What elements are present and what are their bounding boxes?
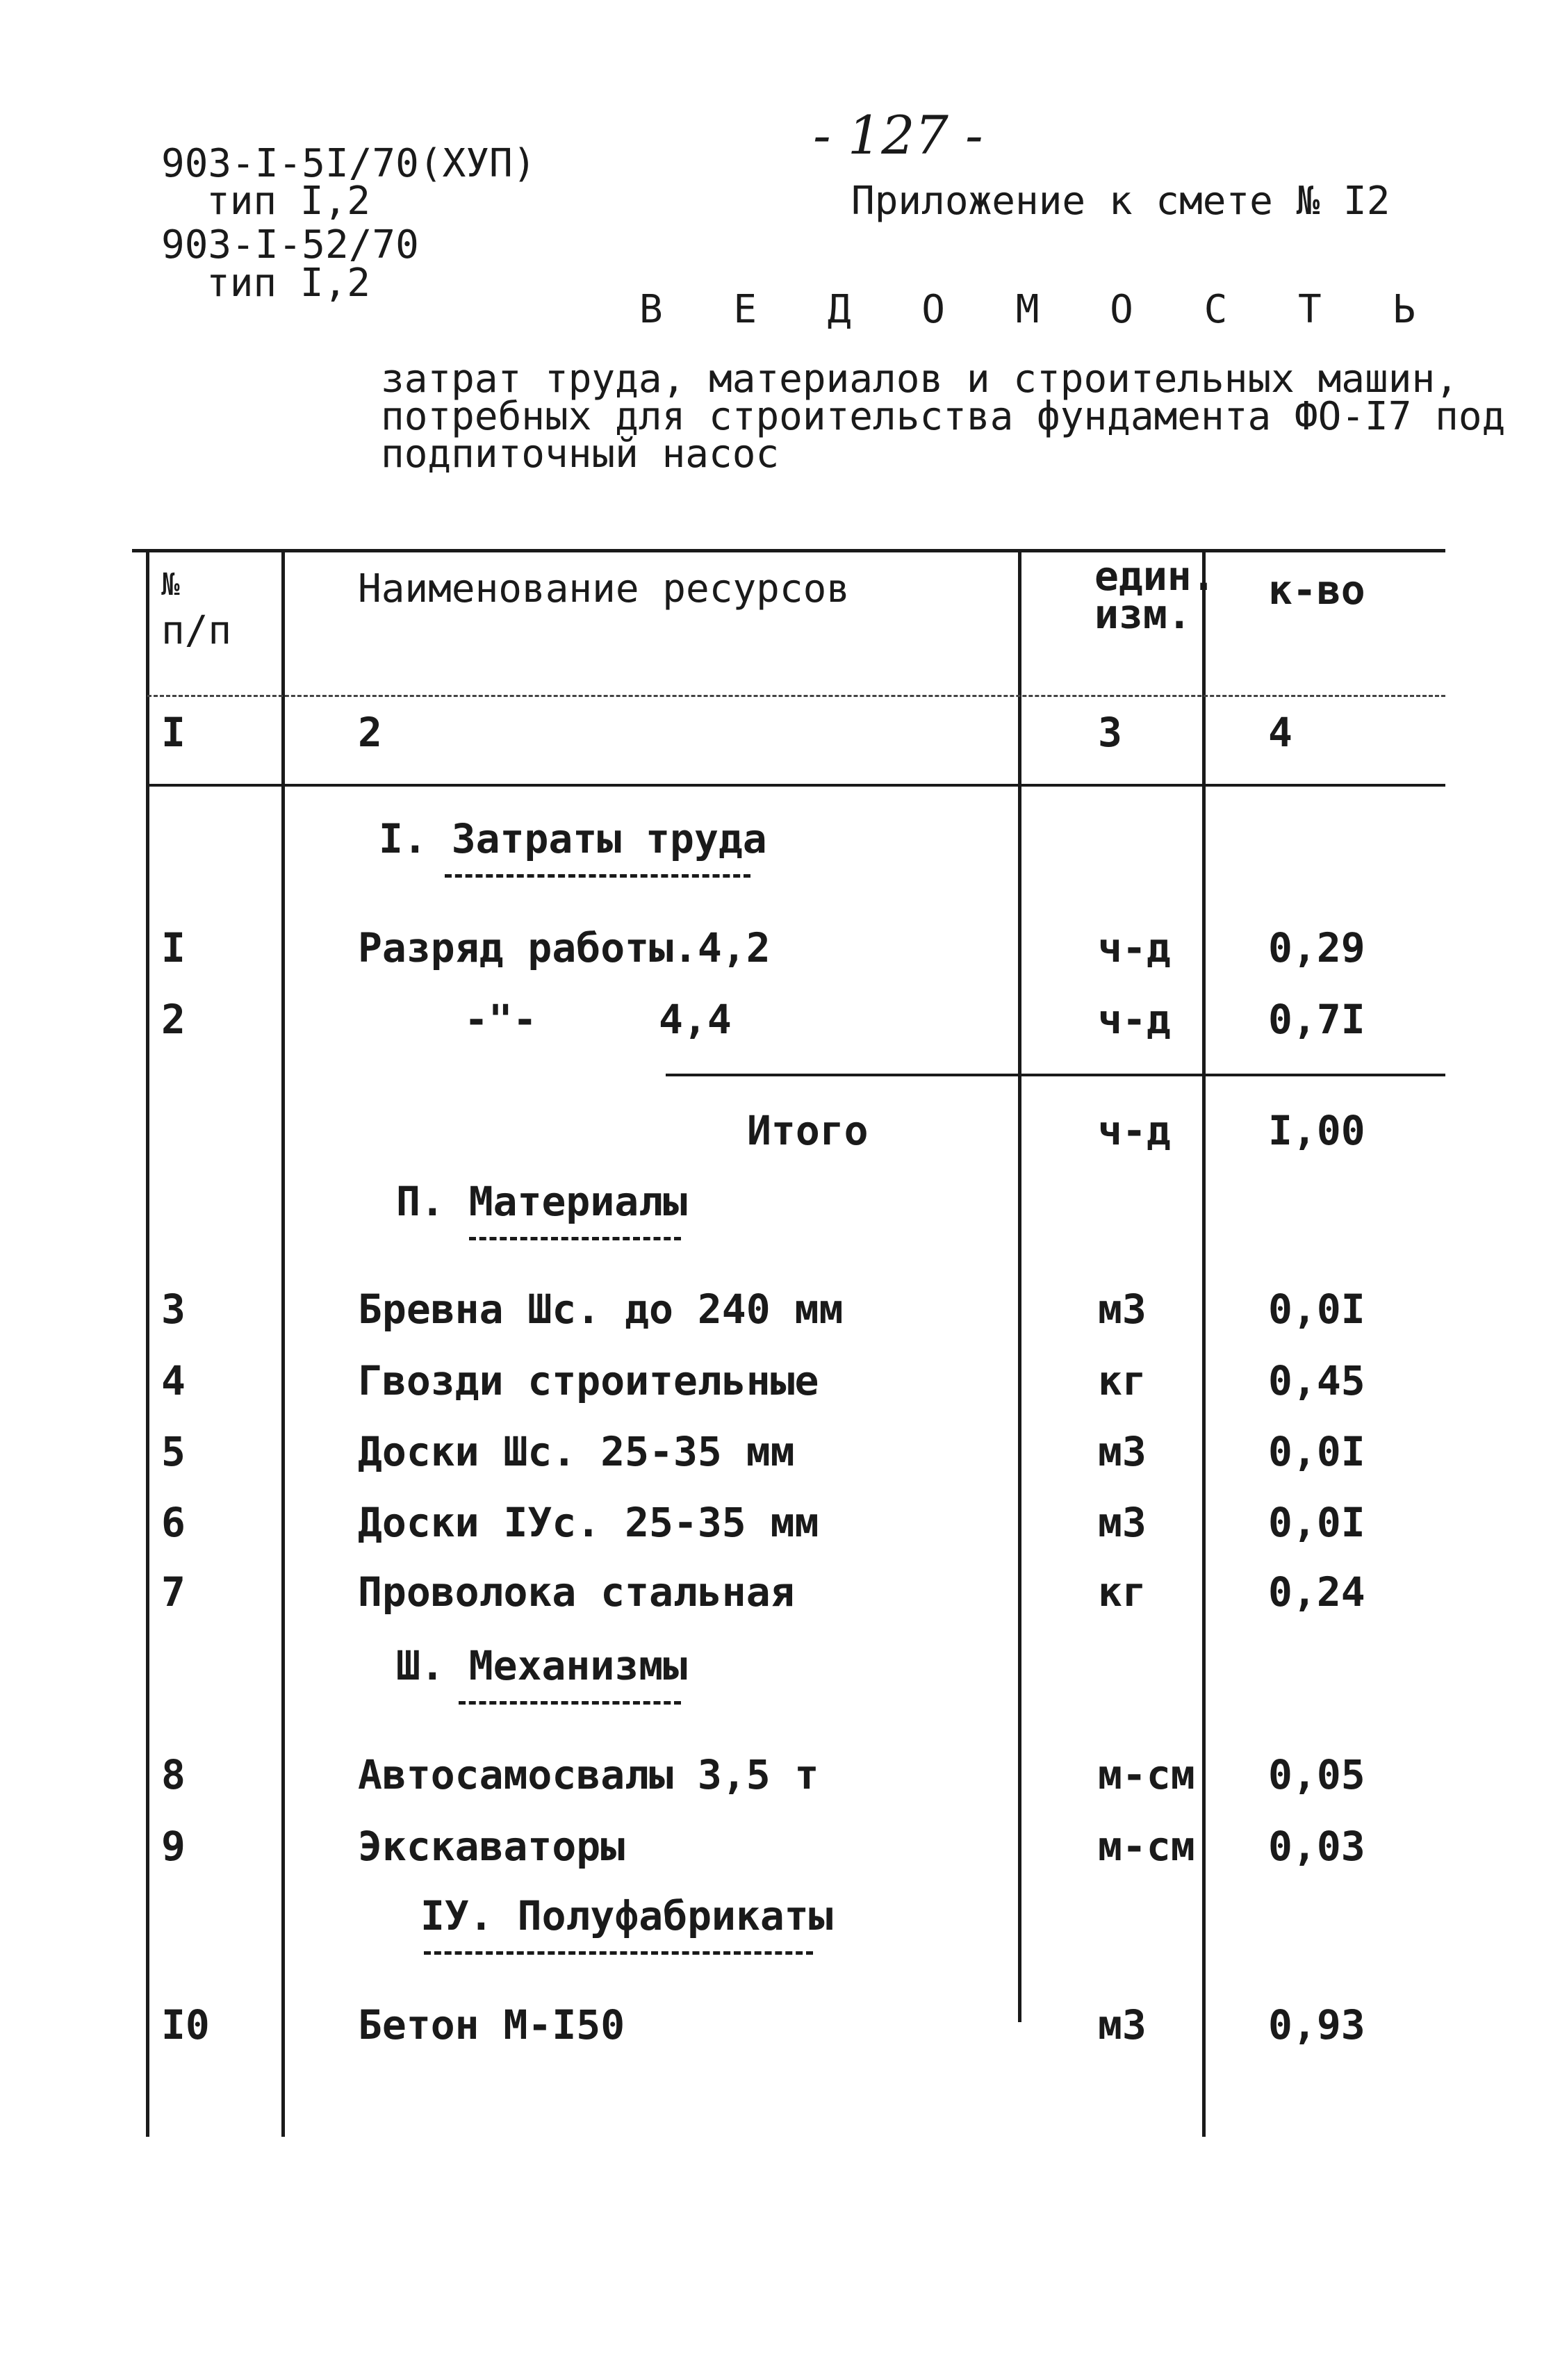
row-2-name-extra: 4,4 <box>659 996 732 1043</box>
section-semi-heading: IУ. Полуфабрикаты <box>420 1892 833 1939</box>
row-9-name: Экскаваторы <box>358 1823 625 1870</box>
section-labor-underline <box>445 874 750 878</box>
row-10-num: I0 <box>161 2001 210 2049</box>
row-7-name: Проволока стальная <box>358 1568 795 1616</box>
col-number-2: 2 <box>358 709 382 756</box>
project-code-1: 903-I-5I/70(ХУП) <box>161 141 536 186</box>
page-number: - 127 - <box>813 104 983 166</box>
project-code-2: 903-I-52/70 <box>161 222 419 268</box>
header-num-label: п/п <box>161 608 232 653</box>
header-name: Наименование ресурсов <box>358 566 851 612</box>
total-line <box>666 1074 1445 1076</box>
row-7-unit: кг <box>1098 1568 1147 1616</box>
row-4-name: Гвозди строительные <box>358 1357 819 1404</box>
section-materials-heading: П. Материалы <box>396 1178 688 1225</box>
section-machines-underline <box>459 1701 681 1705</box>
row-2-name: -"- <box>464 996 537 1043</box>
row-8-qty: 0,05 <box>1268 1751 1365 1798</box>
column-divider-1 <box>281 549 285 2137</box>
row-1-unit: ч-д <box>1098 924 1171 971</box>
column-divider-2 <box>1018 549 1021 2022</box>
row-7-qty: 0,24 <box>1268 1568 1365 1616</box>
row-2-qty: 0,7I <box>1268 996 1365 1043</box>
row-2-unit: ч-д <box>1098 996 1171 1043</box>
col-number-1: I <box>161 709 186 756</box>
row-2-num: 2 <box>161 996 186 1043</box>
column-numbers-separator <box>147 784 1445 787</box>
row-6-num: 6 <box>161 1499 186 1546</box>
col-number-3: 3 <box>1098 709 1122 756</box>
section-semi-underline <box>424 1951 813 1955</box>
row-8-unit: м-см <box>1098 1751 1195 1798</box>
header-separator <box>147 695 1445 697</box>
page-title: В Е Д О М О С Т Ь <box>639 287 1440 332</box>
table-top-border <box>132 549 1445 552</box>
section-labor-heading: I. Затраты труда <box>379 815 767 862</box>
row-10-unit: м3 <box>1098 2001 1147 2049</box>
project-type-2: тип I,2 <box>206 261 371 306</box>
row-3-num: 3 <box>161 1286 186 1333</box>
col-number-4: 4 <box>1268 709 1292 756</box>
row-3-qty: 0,0I <box>1268 1286 1365 1333</box>
row-10-name: Бетон М-I50 <box>358 2001 625 2049</box>
row-4-num: 4 <box>161 1357 186 1404</box>
table-left-border <box>146 549 149 2137</box>
subtitle-line-3: подпиточный насос <box>381 432 780 477</box>
row-3-name: Бревна Шс. до 240 мм <box>358 1286 844 1333</box>
row-4-qty: 0,45 <box>1268 1357 1365 1404</box>
row-5-num: 5 <box>161 1428 186 1475</box>
row-9-unit: м-см <box>1098 1823 1195 1870</box>
header-unit-line-1: един. <box>1094 552 1216 600</box>
row-6-qty: 0,0I <box>1268 1499 1365 1546</box>
row-4-unit: кг <box>1098 1357 1147 1404</box>
section-machines-heading: Ш. Механизмы <box>396 1642 688 1689</box>
total-qty: I,00 <box>1268 1107 1365 1154</box>
project-type-1: тип I,2 <box>206 179 371 224</box>
total-label: Итого <box>747 1107 869 1154</box>
subtitle-line-2: потребных для строительства фундамента ФО-I7 под <box>381 394 1506 439</box>
appendix-note: Приложение к смете № I2 <box>851 179 1390 224</box>
row-8-num: 8 <box>161 1751 186 1798</box>
row-1-name: Разряд работы.4,2 <box>358 924 771 971</box>
header-qty: к-во <box>1268 566 1365 614</box>
subtitle-line-1: затрат труда, материалов и строительных машин, <box>381 356 1459 402</box>
row-5-qty: 0,0I <box>1268 1428 1365 1475</box>
header-unit-line-2: изм. <box>1094 591 1192 638</box>
row-5-name: Доски Шс. 25-35 мм <box>358 1428 795 1475</box>
column-divider-3 <box>1202 549 1206 2137</box>
row-5-unit: м3 <box>1098 1428 1147 1475</box>
row-8-name: Автосамосвалы 3,5 т <box>358 1751 819 1798</box>
section-materials-underline <box>469 1237 681 1240</box>
total-unit: ч-д <box>1098 1107 1171 1154</box>
header-num-symbol: № <box>161 567 180 602</box>
row-1-num: I <box>161 924 186 971</box>
row-3-unit: м3 <box>1098 1286 1147 1333</box>
row-9-num: 9 <box>161 1823 186 1870</box>
row-9-qty: 0,03 <box>1268 1823 1365 1870</box>
row-10-qty: 0,93 <box>1268 2001 1365 2049</box>
row-6-name: Доски IУс. 25-35 мм <box>358 1499 819 1546</box>
row-1-qty: 0,29 <box>1268 924 1365 971</box>
row-7-num: 7 <box>161 1568 186 1616</box>
row-6-unit: м3 <box>1098 1499 1147 1546</box>
